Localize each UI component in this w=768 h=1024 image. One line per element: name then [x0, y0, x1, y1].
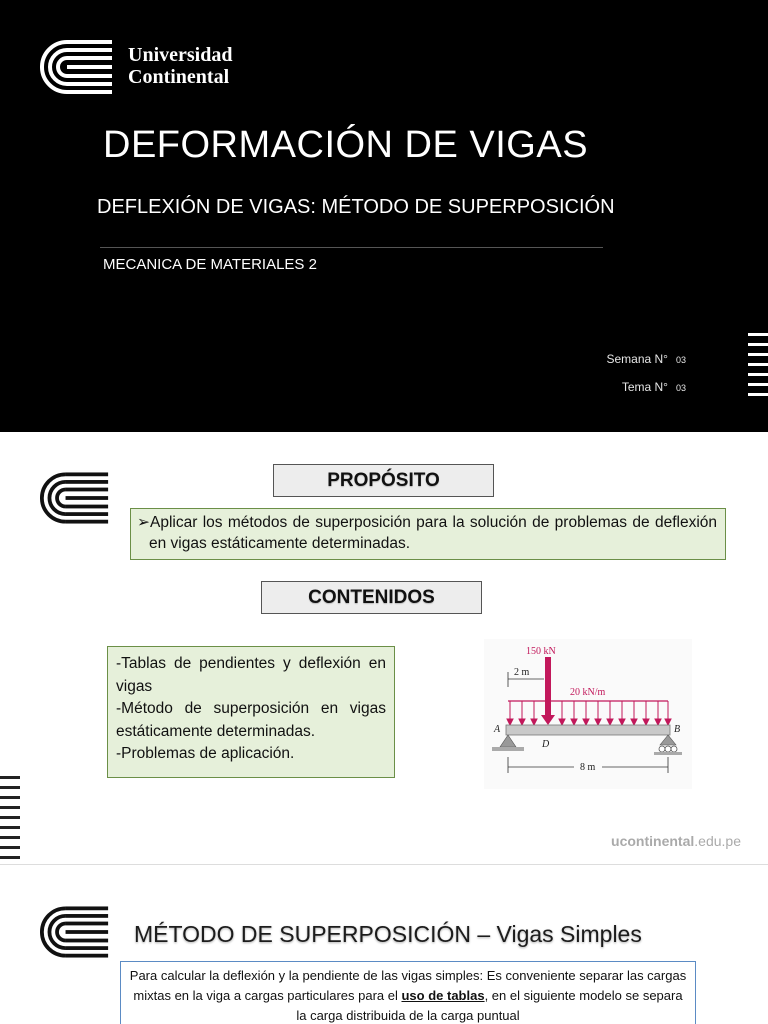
brand-line-1: Universidad [128, 44, 233, 66]
topic-number [622, 380, 686, 394]
point-load-label: 150 kN [526, 646, 556, 657]
list-item: -Problemas de aplicación. [116, 745, 295, 762]
method-description [120, 961, 696, 1024]
distributed-load-label: 20 kN/m [570, 687, 606, 698]
point-d-label: D [542, 739, 550, 750]
university-logo-icon [40, 906, 110, 958]
purpose-text: ➢Aplicar los métodos de superposición para la solución de problemas de deflexión en vigas estáticamente determinadas. [130, 508, 726, 560]
divider [100, 247, 603, 248]
footer-website [611, 833, 741, 849]
footer-suffix: .edu.pe [694, 833, 741, 849]
topic-value: 03 [675, 383, 686, 393]
method-slide [0, 864, 768, 1024]
support-a-label: A [494, 724, 501, 735]
footer-main: ucontinental [611, 833, 695, 849]
purpose-header: PROPÓSITO [273, 464, 494, 497]
purpose-slide [0, 432, 768, 864]
university-logo-icon [40, 472, 110, 524]
span-label: 8 m [580, 762, 596, 773]
week-number [606, 352, 686, 366]
list-item: -Tablas de pendientes y deflexión en vigas [116, 655, 386, 695]
decorative-bars-icon [748, 333, 768, 403]
method-title: MÉTODO DE SUPERPOSICIÓN – Vigas Simples [134, 921, 642, 947]
description-emphasis: uso de tablas [401, 988, 485, 1003]
title-slide [0, 0, 768, 432]
description-part-1: Para calcular la deflexión y la pendiente de las vigas simples: Es conveniente separar las cargas mixtas en la viga a cargas particulares para el [129, 968, 687, 1003]
offset-label: 2 m [514, 667, 530, 678]
course-name: MECANICA DE MATERIALES 2 [103, 256, 317, 273]
slide-subtitle: DEFLEXIÓN DE VIGAS: MÉTODO DE SUPERPOSICIÓN [97, 196, 615, 218]
description-part-2: , en el siguiente modelo se separa la carga distribuida de la carga puntual [296, 988, 683, 1023]
university-logo-icon [40, 40, 114, 94]
university-name [128, 44, 232, 88]
support-b-label: B [674, 724, 681, 735]
brand-line-2: Continental [128, 66, 230, 88]
week-value: 03 [675, 355, 686, 365]
contents-header: CONTENIDOS [261, 581, 482, 614]
slide-title: DEFORMACIÓN DE VIGAS [103, 124, 589, 166]
list-item: -Método de superposición en vigas estáticamente determinadas. [116, 700, 386, 740]
decorative-bars-icon [0, 776, 20, 866]
topic-label: Tema N° [621, 380, 668, 394]
contents-list [107, 646, 395, 778]
beam-diagram [484, 639, 692, 789]
week-label: Semana N° [606, 352, 668, 366]
